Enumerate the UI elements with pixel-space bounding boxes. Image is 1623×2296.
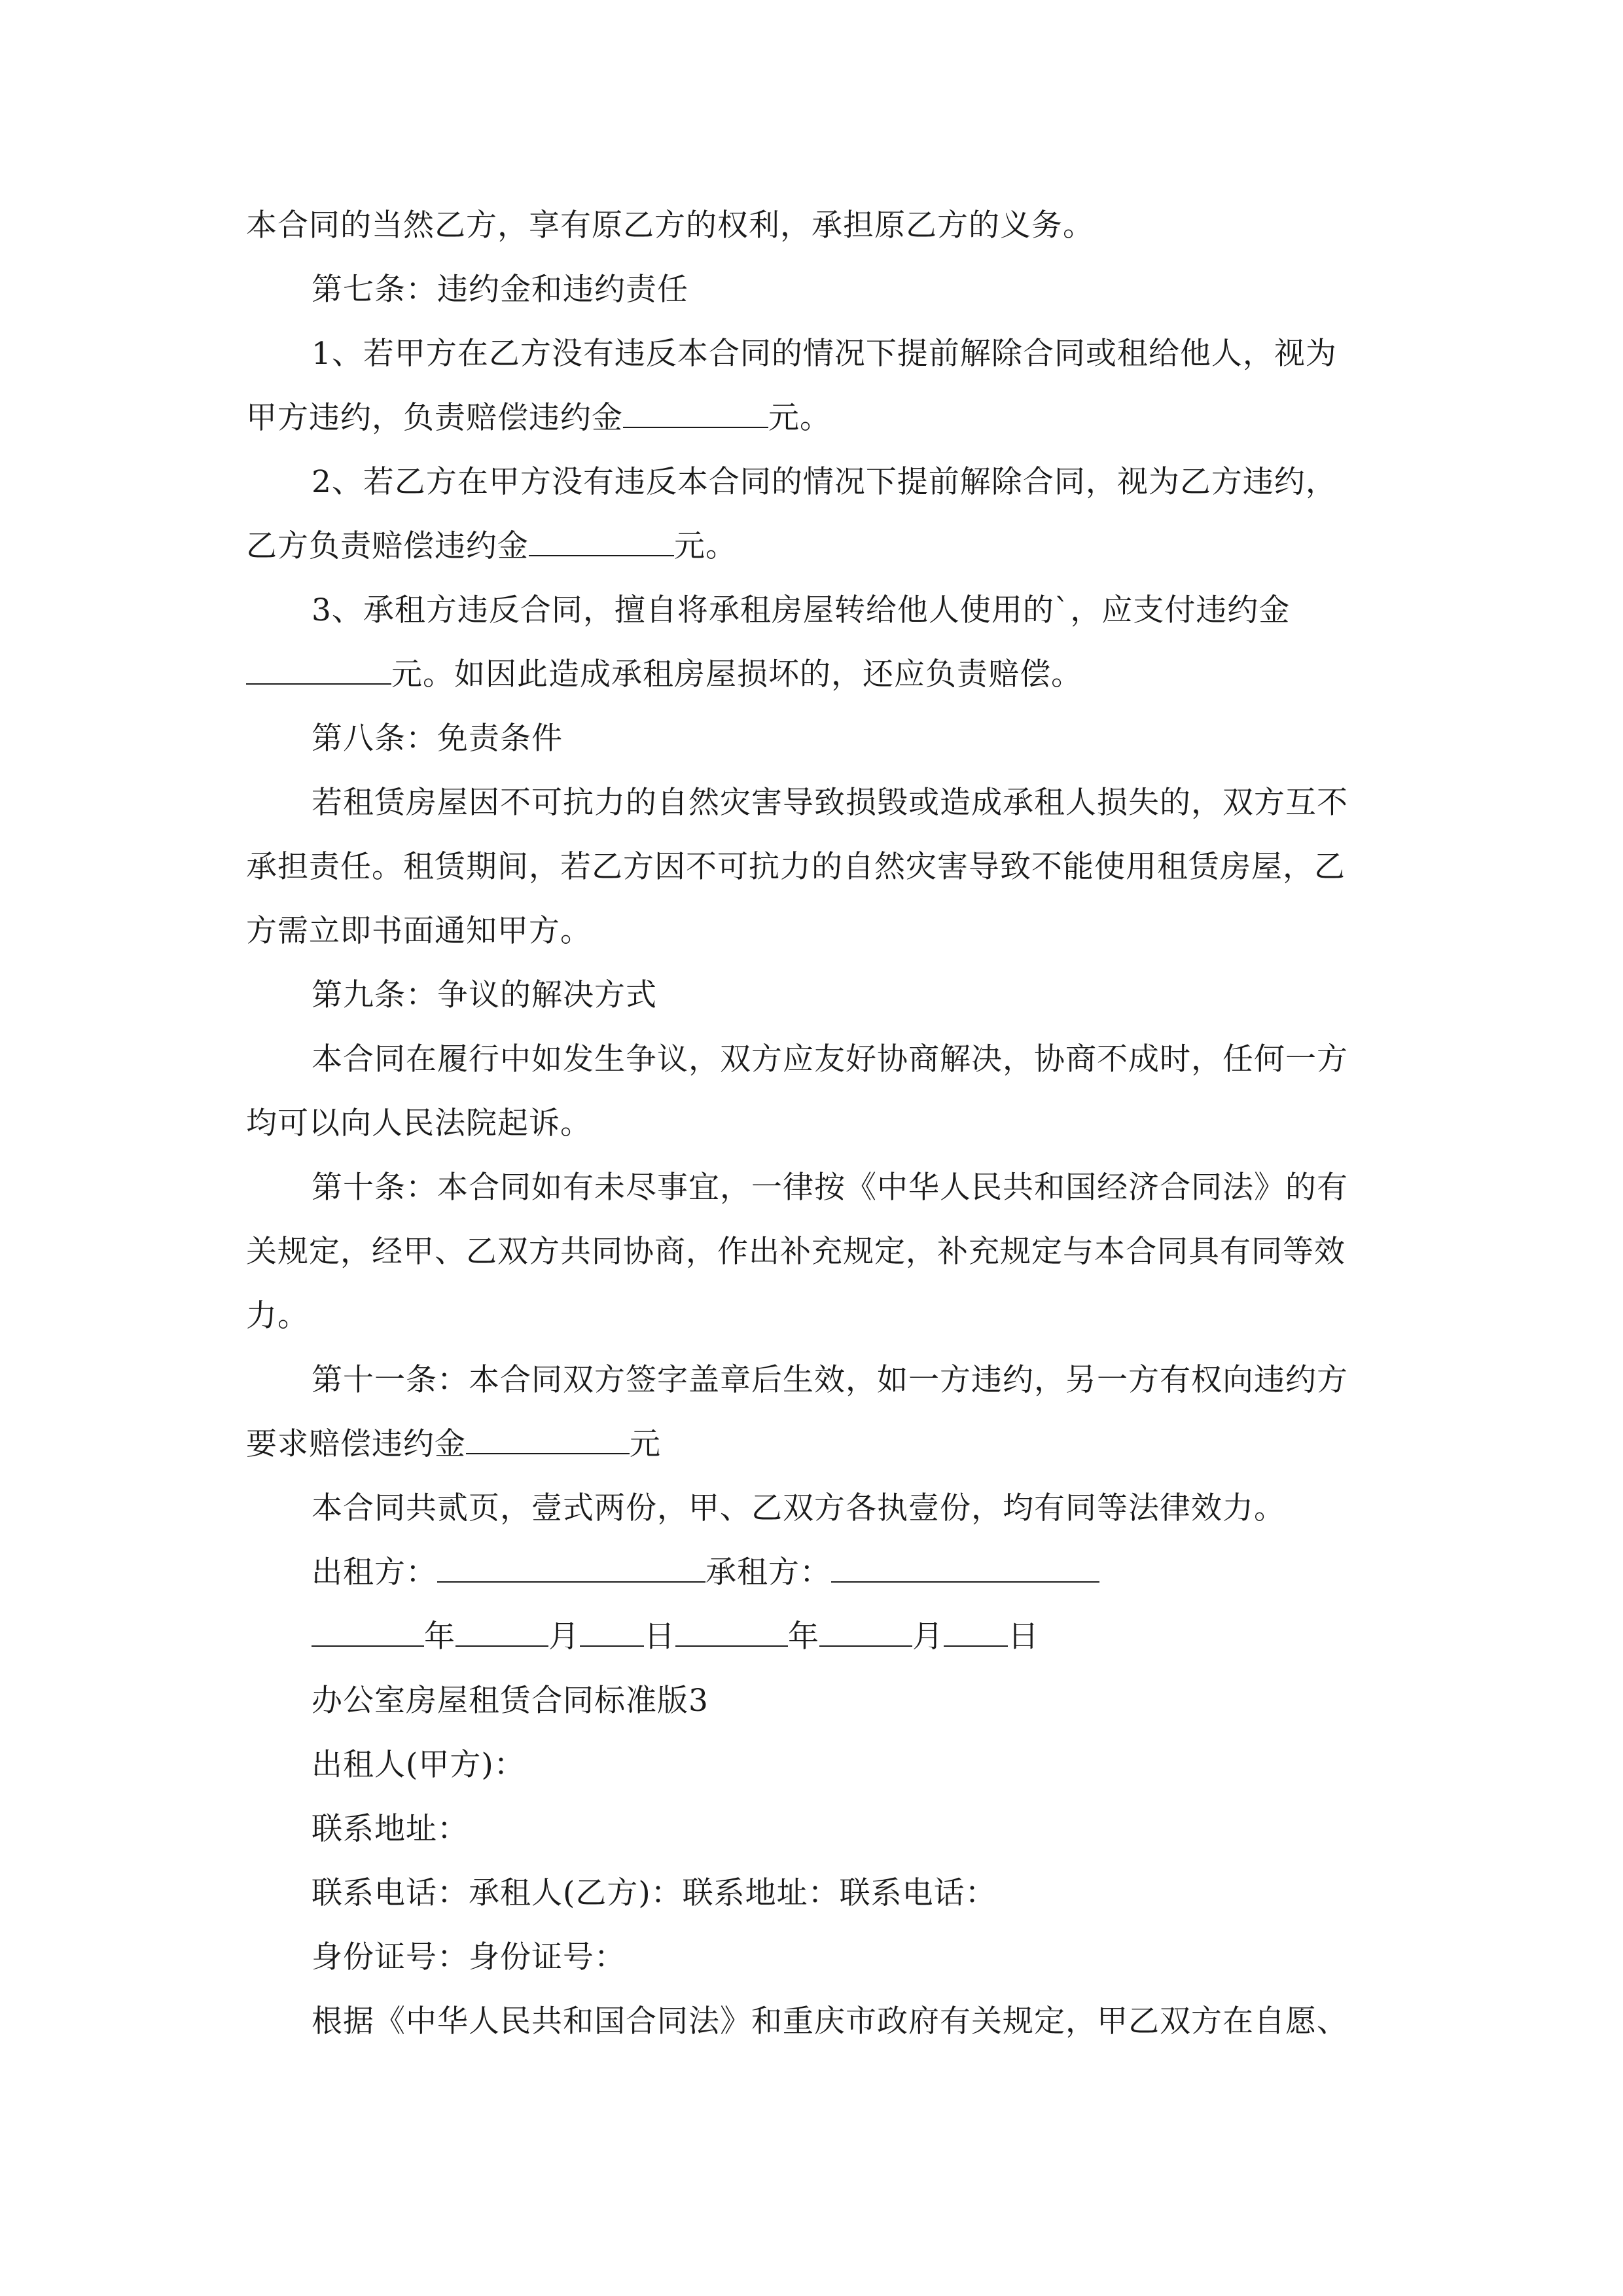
article-10-paragraph: 第十条：本合同如有未尽事宜，一律按《中华人民共和国经济合同法》的有 — [312, 1170, 1348, 1206]
lessee-signature-blank — [831, 1555, 1099, 1583]
day-label: 日 — [1008, 1619, 1039, 1655]
text-run: 元 — [630, 1426, 661, 1462]
paragraph-line: 本合同在履行中如发生争议，双方应友好协商解决，协商不成时，任何一方 — [312, 1041, 1348, 1077]
fill-in-blank — [466, 1427, 630, 1454]
year-label: 年 — [424, 1619, 455, 1655]
day-blank — [944, 1619, 1008, 1647]
fill-in-blank — [246, 657, 391, 685]
article-8-heading: 第八条：免责条件 — [312, 721, 563, 757]
paragraph-line: 根据《中华人民共和国合同法》和重庆市政府有关规定，甲乙双方在自愿、 — [312, 2003, 1348, 2039]
text-run: 元。如因此造成承租房屋损坏的，还应负责赔偿。 — [391, 656, 1082, 692]
month-blank — [455, 1619, 548, 1647]
day-blank — [580, 1619, 644, 1647]
year-blank — [312, 1619, 424, 1647]
text-run: 甲方违约，负责赔偿违约金 — [246, 400, 623, 436]
article-11-paragraph: 第十一条：本合同双方签字盖章后生效，如一方违约，另一方有权向违约方 — [312, 1362, 1348, 1398]
text-run: 乙方负责赔偿违约金 — [246, 528, 529, 564]
lessee-label: 承租方： — [705, 1554, 831, 1590]
day-label: 日 — [644, 1619, 675, 1655]
text-run: 元。 — [674, 528, 737, 564]
date-line — [246, 1605, 1381, 1669]
year-blank — [675, 1619, 788, 1647]
month-label: 月 — [548, 1619, 580, 1655]
paragraph-line — [246, 643, 1381, 707]
fill-in-blank — [623, 401, 768, 428]
fill-in-blank — [529, 529, 674, 556]
paragraph-line — [246, 514, 1381, 579]
text-run: 要求赔偿违约金 — [246, 1426, 466, 1462]
paragraph-line: 3、承租方违反合同，擅自将承租房屋转给他人使用的`，应支付违约金 — [312, 592, 1291, 628]
lessor-label: 出租方： — [312, 1554, 437, 1590]
signature-line — [246, 1541, 1381, 1605]
paragraph-line: 本合同共贰页，壹式两份，甲、乙双方各执壹份，均有同等法律效力。 — [312, 1490, 1285, 1526]
year-label: 年 — [788, 1619, 819, 1655]
month-label: 月 — [912, 1619, 944, 1655]
paragraph-line: 若租赁房屋因不可抗力的自然灾害导致损毁或造成承租人损失的，双方互不 — [312, 785, 1348, 821]
paragraph-line: 力。 — [246, 1298, 309, 1334]
month-blank — [819, 1619, 912, 1647]
section-title: 办公室房屋租赁合同标准版3 — [312, 1683, 709, 1719]
paragraph-line: 关规定，经甲、乙双方共同协商，作出补充规定，补充规定与本合同具有同等效 — [246, 1234, 1346, 1270]
lessor-field: 出租人(甲方)： — [312, 1747, 526, 1783]
paragraph-line: 2、若乙方在甲方没有违反本合同的情况下提前解除合同，视为乙方违约， — [312, 464, 1337, 500]
address-field: 联系地址： — [312, 1811, 469, 1847]
paragraph-line: 1、若甲方在乙方没有违反本合同的情况下提前解除合同或租给他人，视为 — [312, 336, 1337, 372]
contact-field: 联系电话：承租人(乙方)：联系地址：联系电话： — [312, 1875, 997, 1911]
document-body — [246, 194, 1381, 2054]
lessor-signature-blank — [437, 1555, 705, 1583]
paragraph-line: 方需立即书面通知甲方。 — [246, 913, 592, 949]
paragraph-line: 承担责任。租赁期间，若乙方因不可抗力的自然灾害导致不能使用租赁房屋，乙 — [246, 849, 1346, 885]
id-number-field: 身份证号：身份证号： — [312, 1939, 626, 1975]
paragraph-line: 均可以向人民法院起诉。 — [246, 1105, 592, 1141]
article-9-heading: 第九条：争议的解决方式 — [312, 977, 657, 1013]
text-run: 元。 — [768, 400, 831, 436]
paragraph-line — [246, 386, 1381, 450]
paragraph-line — [246, 1412, 1381, 1477]
paragraph-line: 本合同的当然乙方，享有原乙方的权利，承担原乙方的义务。 — [246, 207, 1094, 243]
article-7-heading: 第七条：违约金和违约责任 — [312, 272, 688, 308]
